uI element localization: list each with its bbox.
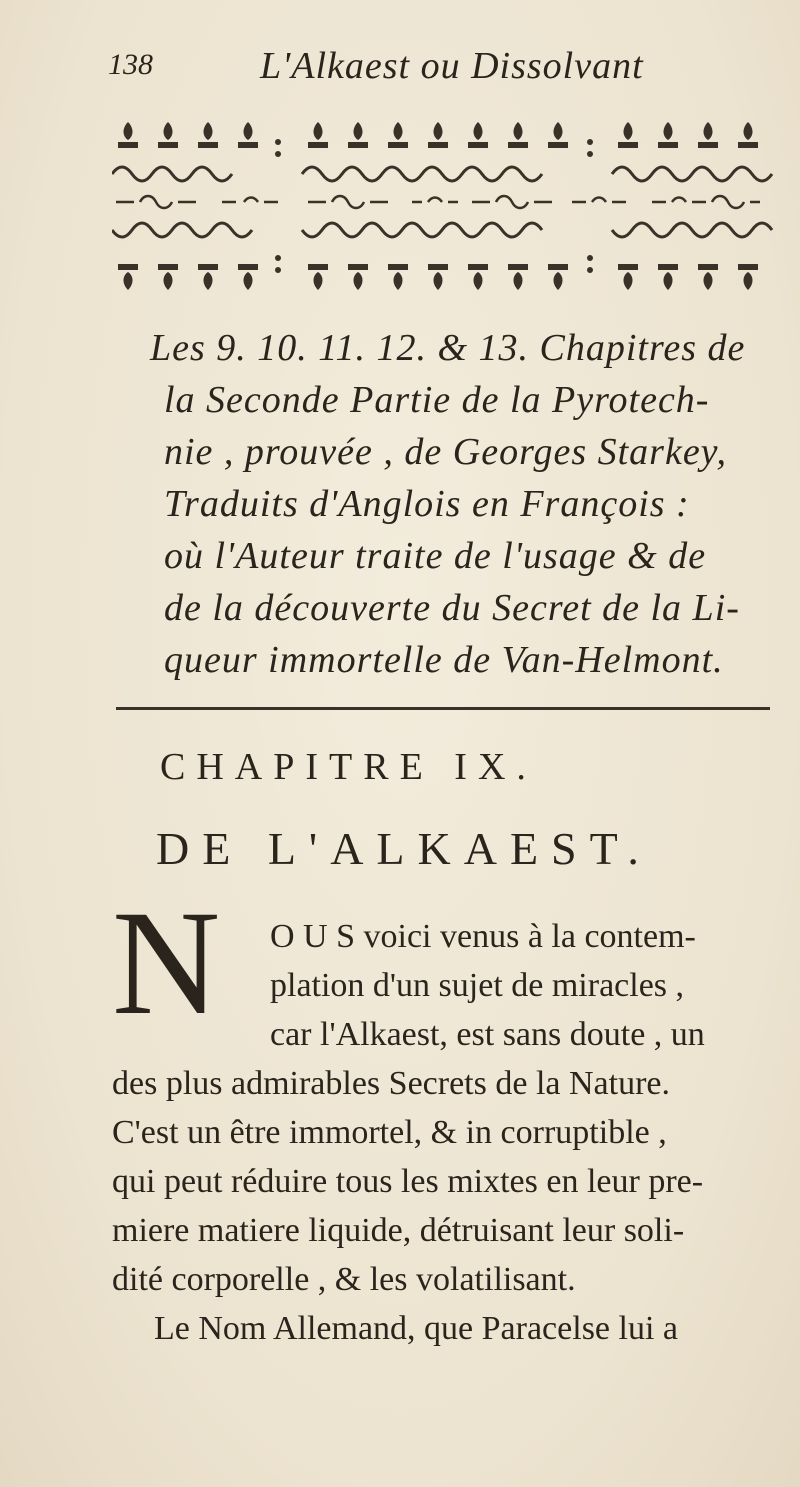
page-number: 138: [108, 48, 153, 81]
body-line: miere matiere liquide, détruisant leur soli-: [112, 1212, 685, 1249]
horizontal-rule: [116, 707, 770, 710]
knot-row: [116, 196, 760, 208]
summary-line: nie , prouvée , de Georges Starkey,: [164, 431, 727, 473]
chapter-title: DE L'ALKAEST.: [156, 823, 652, 874]
page-header: [108, 44, 728, 94]
body-line: O U S voici venus à la contem-: [270, 918, 696, 955]
body-line: dité corporelle , & les volatilisant.: [112, 1261, 576, 1298]
summary-line: Traduits d'Anglois en François :: [164, 483, 690, 525]
summary-line: où l'Auteur traite de l'usage & de: [164, 535, 707, 577]
body-line: plation d'un sujet de miracles ,: [270, 967, 685, 1004]
body-line: qui peut réduire tous les mixtes en leur pre-: [112, 1163, 704, 1200]
body-line: C'est un être immortel, & in corruptible ,: [112, 1114, 667, 1151]
scroll-band-upper: [112, 167, 772, 181]
summary-line: Les 9. 10. 11. 12. & 13. Chapitres de: [150, 327, 746, 369]
body-line: Le Nom Allemand, que Paracelse lui a: [154, 1310, 678, 1347]
body-paragraph: [112, 912, 782, 1353]
summary-line: de la découverte du Secret de la Li-: [164, 587, 740, 629]
summary-line: la Seconde Partie de la Pyrotech-: [164, 379, 710, 421]
running-title: L'Alkaest ou Dissolvant: [260, 45, 644, 87]
chapter-label: CHAPITRE IX.: [160, 746, 537, 788]
scroll-band-lower: [112, 223, 772, 237]
fleuron-top-row: [118, 122, 758, 148]
fleuron-bottom-row: [118, 264, 758, 290]
body-line: des plus admirables Secrets de la Nature.: [112, 1065, 670, 1102]
chapter-summary: [150, 322, 790, 686]
separator-dots: [275, 139, 593, 273]
summary-line: queur immortelle de Van-Helmont.: [164, 639, 724, 681]
body-line: car l'Alkaest, est sans doute , un: [270, 1016, 705, 1053]
headpiece-ornament: [112, 118, 784, 294]
drop-cap: N: [112, 880, 221, 1046]
